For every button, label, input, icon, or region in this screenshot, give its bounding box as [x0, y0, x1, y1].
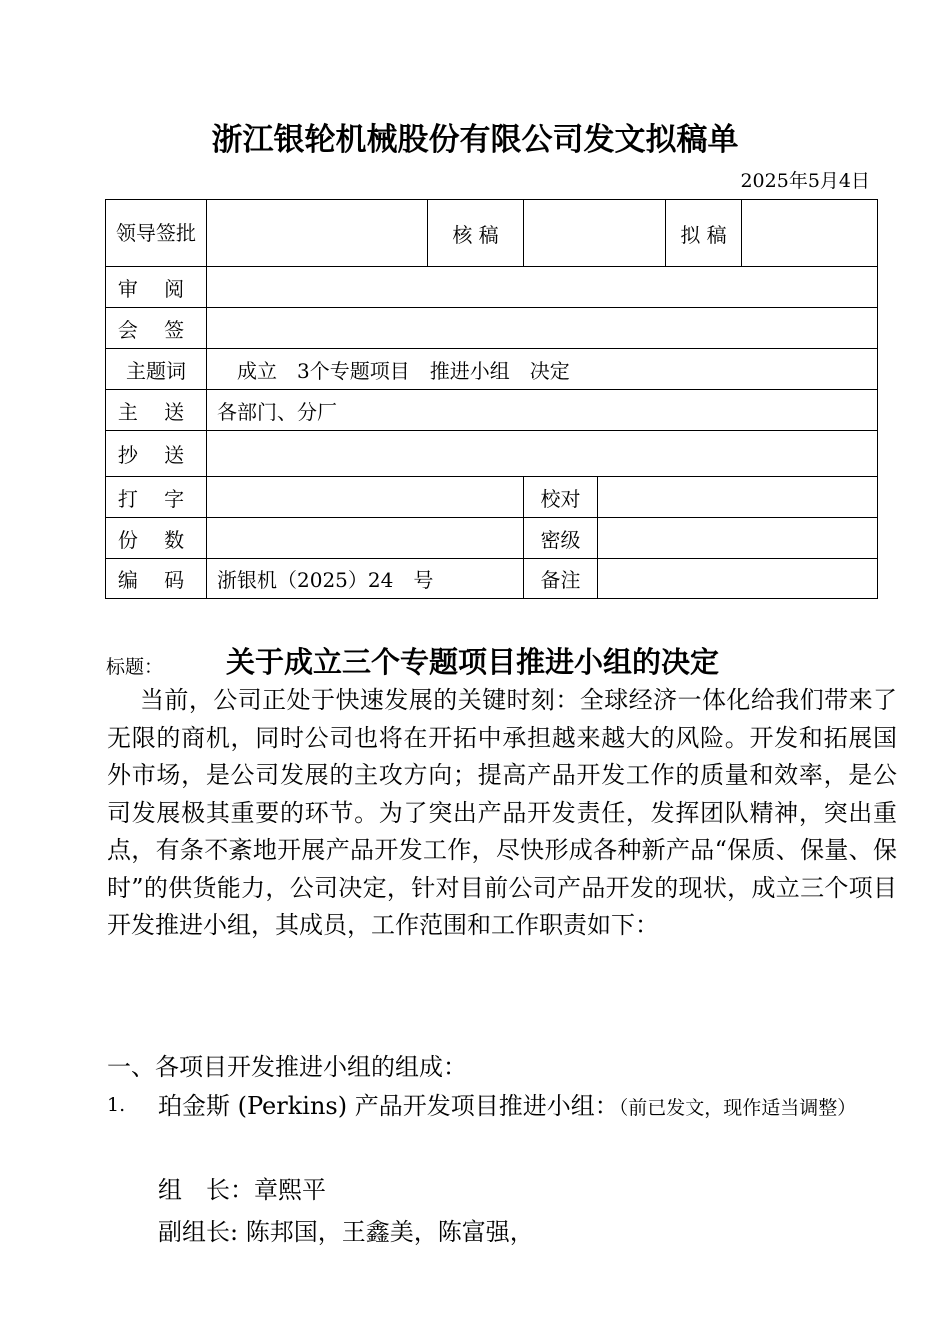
typing-field[interactable] — [207, 477, 524, 518]
proofread-field[interactable] — [598, 477, 878, 518]
item-title-text: 珀金斯 (Perkins) 产品开发项目推进小组： — [158, 1092, 619, 1120]
review-label: 审 阅 — [106, 267, 207, 308]
document-date: 2025年5月4日 — [740, 170, 870, 192]
typing-label: 打 字 — [106, 477, 207, 518]
countersign-label: 会 签 — [106, 308, 207, 349]
keywords-field[interactable]: 成立 3个专题项目 推进小组 决定 — [207, 349, 878, 390]
body-paragraph: 当前，公司正处于快速发展的关键时刻：全球经济一体化给我们带来了无限的商机，同时公司也将在开拓中承担越来越大的风险。开发和拓展国外市场，是公司发展的主攻方向；提高产品开发工作的质量和效率，是公司发展极其重要的环节。为了突出产品开发责任，发挥团队精神，突出重点，有条不紊地开展产品开发工作，尽快形成各种新产品“保质、保量、保时”的供货能力，公司决定，针对目前公司产品开发的现状，成立三个项目开发推进小组，其成员，工作范围和工作职责如下： — [107, 686, 897, 939]
check-field[interactable] — [524, 200, 666, 267]
item-number: 1. — [107, 1094, 126, 1116]
remark-label: 备注 — [524, 559, 598, 599]
item-title — [158, 1089, 898, 1126]
countersign-field[interactable] — [207, 308, 878, 349]
remark-field[interactable] — [598, 559, 878, 599]
code-label: 编 码 — [106, 559, 207, 599]
draft-label: 拟 稿 — [666, 200, 742, 267]
cc-field[interactable] — [207, 431, 878, 477]
item-note: （前已发文，现作适当调整） — [618, 1097, 857, 1119]
document-title: 浙江银轮机械股份有限公司发文拟稿单 — [211, 122, 739, 158]
copies-field[interactable] — [207, 518, 524, 559]
send-to-label: 主 送 — [106, 390, 207, 431]
section-heading: 一、各项目开发推进小组的组成： — [107, 1053, 467, 1081]
leader-approval-field[interactable] — [207, 200, 428, 267]
leader-approval-label: 领导签批 — [106, 200, 207, 267]
cc-label: 抄 送 — [106, 431, 207, 477]
subject-title: 关于成立三个专题项目推进小组的决定 — [226, 645, 720, 679]
code-field[interactable]: 浙银机（2025）24 号 — [207, 559, 524, 599]
secret-level-field[interactable] — [598, 518, 878, 559]
proofread-label: 校对 — [524, 477, 598, 518]
draft-field[interactable] — [742, 200, 878, 267]
draft-form-table — [105, 199, 878, 599]
send-to-field[interactable]: 各部门、分厂 — [207, 390, 878, 431]
deputy-leaders: 副组长: 陈邦国，王鑫美，陈富强， — [158, 1218, 534, 1246]
subject-label: 标题： — [106, 656, 164, 678]
group-leader: 组 长：章熙平 — [158, 1176, 326, 1204]
keywords-label: 主题词 — [106, 349, 207, 390]
secret-level-label: 密级 — [524, 518, 598, 559]
review-field[interactable] — [207, 267, 878, 308]
check-label: 核 稿 — [428, 200, 524, 267]
copies-label: 份 数 — [106, 518, 207, 559]
